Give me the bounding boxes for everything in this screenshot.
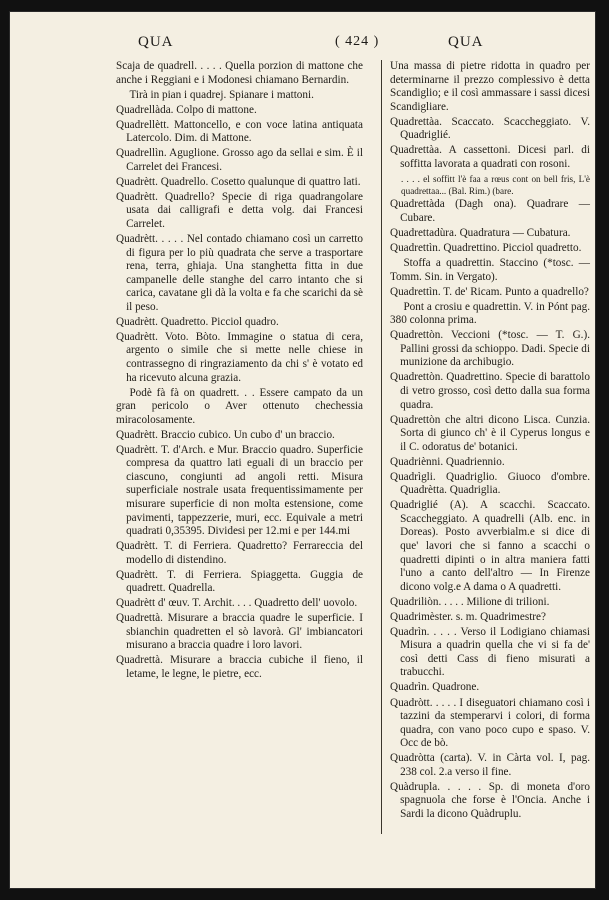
dictionary-entry: Quadrètt. T. d'Arch. e Mur. Braccio quadro. Superficie compresa da quattro lati eguali di un braccio per ciascuno, congiunti ad angoli retti. Misura superficiale nostrale usata frequentissimamente per misurare superficie di non molta estensione, come pavimenti, tappezzerie, muri, ecc. Equivale a metri quadrati 0,35395. Dividesi per 12.mi e per 144.mi: [116, 443, 363, 538]
dictionary-entry: Quadrìn. Quadrone.: [390, 681, 480, 694]
dictionary-entry: Scaja de quadrell. . . . . Quella porzion di mattone che anche i Reggiani e i Modonesi chiamano Bernardin.: [116, 60, 363, 86]
page-number: ( 424 ): [335, 34, 380, 49]
right-column: [390, 60, 590, 823]
left-column: [116, 60, 363, 683]
dictionary-entry: Quadrìgli. Quadriglio. Giuoco d'ombre. Quadrètta. Quadriglia.: [390, 470, 590, 497]
dictionary-entry: Quadrètt d' œuv. T. Archit. . . . Quadretto dell' uovolo.: [116, 597, 358, 610]
head-left-word: QUA: [138, 34, 174, 50]
dictionary-entry: Quadriènni. Quadriennio.: [390, 455, 505, 468]
dictionary-entry: Quadrettòn. Veccioni (*tosc. — T. G.). Pallini grossi da schioppo. Dadi. Specie di munizione da archibugio.: [390, 329, 590, 369]
dictionary-entry: Quadrimèster. s. m. Quadrimestre?: [390, 610, 546, 623]
dictionary-entry: Quàdrupla. . . . . Sp. di moneta d'oro spagnuola che forse è l'Oncia. Anche i Sardi la dicono Quàdruplu.: [390, 780, 590, 820]
dictionary-entry: . . . . el soffitt l'è faa a rœus cont on bell fris, L'è quadrettaa... (Bal. Rim.) (bare.: [401, 173, 590, 196]
dictionary-entry: Quadrètt. . . . . Nel contado chiamano così un carretto di figura per lo più quadrata che serve a trasportare rena, terra, ghiaja. Una stanghetta fitta in due campanelle delle stanghe del carro intanto che si carica, cavatane gli dà la volta e fa che scarichi da sè il peso.: [116, 233, 363, 313]
dictionary-entry: Quadrellìn. Aguglione. Grosso ago da sellai e sim. È il Carrelet dei Francesi.: [116, 147, 363, 173]
dictionary-entry: Quadriliòn. . . . . Milione di trilioni.: [390, 595, 550, 608]
dictionary-entry: Podè fà fà on quadrett. . . Essere campato da un gran pericolo o Aver ottenuto chechessia miracolosamente.: [116, 386, 363, 426]
running-head: [10, 34, 595, 56]
dictionary-entry: Quadrettàda (Dagh ona). Quadrare — Cubare.: [390, 198, 590, 224]
dictionary-entry: Quadrettadùra. Quadratura — Cubatura.: [390, 226, 571, 239]
dictionary-entry: Quadrètt. Voto. Bòto. Immagine o statua di cera, argento o simile che si mette nelle chiese in contrassegno di ringraziamento da chi s' è votato ed ha ricevuto alcuna grazia.: [116, 330, 363, 384]
dictionary-page: [10, 12, 595, 888]
head-right-word: QUA: [448, 34, 484, 50]
dictionary-entry: Quadrettàa. Scaccato. Scaccheggiato. V. Quadriglié.: [390, 115, 590, 142]
dictionary-entry: Quadrettà. Misurare a braccia quadre le superficie. I sbianchin quadretten el sò lavorà. Gl' imbiancatori misurano a braccia quadre i loro lavori.: [116, 612, 363, 652]
dictionary-entry: Quadrettòn che altri dicono Lisca. Cunzia. Sorta di giunco ch' è il Cyperus longus e il C. odoratus de' botanici.: [390, 413, 590, 453]
dictionary-entry: Quadrètt. Braccio cubico. Un cubo d' un braccio.: [116, 428, 335, 441]
dictionary-entry: Quadrellàda. Colpo di mattone.: [116, 103, 257, 116]
dictionary-entry: Quadrètt. Quadretto. Picciol quadro.: [116, 315, 279, 328]
dictionary-entry: Quadrettàa. A cassettoni. Dicesi parl. di soffitta lavorata a quadrati con rosoni.: [390, 144, 590, 170]
dictionary-entry: Quadrettìn. Quadrettino. Picciol quadretto.: [390, 242, 582, 255]
dictionary-entry: Stoffa a quadrettin. Staccino (*tosc. — Tomm. Sin. in Vergato).: [390, 257, 590, 283]
dictionary-entry: Quadrètt. Quadrello? Specie di riga quadrangolare usata dai calligrafi e detta volg. dai Francesi Carrelet.: [116, 190, 363, 231]
dictionary-entry: Quadrìn. . . . . Verso il Lodigiano chiamasi Misura a quadrin quella che vi si fa de' così detti Cass di fieno misurati a trabucchi.: [390, 625, 590, 679]
dictionary-entry: Una massa di pietre ridotta in quadro per determinarne il prezzo complessivo è detta Scandiglio; e il così ammassare i sassi dicesi Scandigliare.: [390, 60, 590, 113]
dictionary-entry: Quadrètt. T. di Ferriera. Spiaggetta. Guggia de quadrett. Quadrella.: [116, 568, 363, 595]
dictionary-entry: Quadrettòn. Quadrettino. Specie di barattolo di vetro grosso, così detto dalla sua forma quadra.: [390, 371, 590, 411]
dictionary-entry: Quadrètt. Quadrello. Cosetto qualunque di quattro lati.: [116, 175, 361, 188]
column-divider: [381, 60, 382, 834]
dictionary-entry: Tirà in pian i quadrej. Spianare i mattoni.: [129, 88, 314, 101]
dictionary-entry: Quadrètt. T. di Ferriera. Quadretto? Ferrareccia del modello di distendino.: [116, 540, 363, 566]
dictionary-entry: Pont a crosiu e quadrettin. V. in Pónt pag. 380 colonna prima.: [390, 300, 590, 327]
dictionary-entry: Quadròtta (carta). V. in Càrta vol. I, pag. 238 col. 2.a verso il fine.: [390, 752, 590, 778]
dictionary-entry: Quadriglié (A). A scacchi. Scaccato. Scaccheggiato. A quadrelli (Alb. enc. in Doreas). Posto avverbialm.e si dice di que' lavori che si fanno a scacchi o quadretti dipinti o in altra maniera fatti l'uno a canto dell'altro — In Firenze dicono volg.e A dama o A quadretti.: [390, 499, 590, 593]
dictionary-entry: Quadrettà. Misurare a braccia cubiche il fieno, il letame, le legne, le pietre, ecc.: [116, 654, 363, 681]
dictionary-entry: Quadròtt. . . . . I diseguatori chiamano così i tazzini da stemperarvi i colori, di forma quadra, con vano poco cupo e spaso. V. Occ de bò.: [390, 696, 590, 750]
dictionary-entry: Quadrellètt. Mattoncello, e con voce latina antiquata Latercolo. Dim. di Mattone.: [116, 118, 363, 145]
dictionary-entry: Quadrettìn. T. de' Ricam. Punto a quadrello?: [390, 285, 589, 298]
